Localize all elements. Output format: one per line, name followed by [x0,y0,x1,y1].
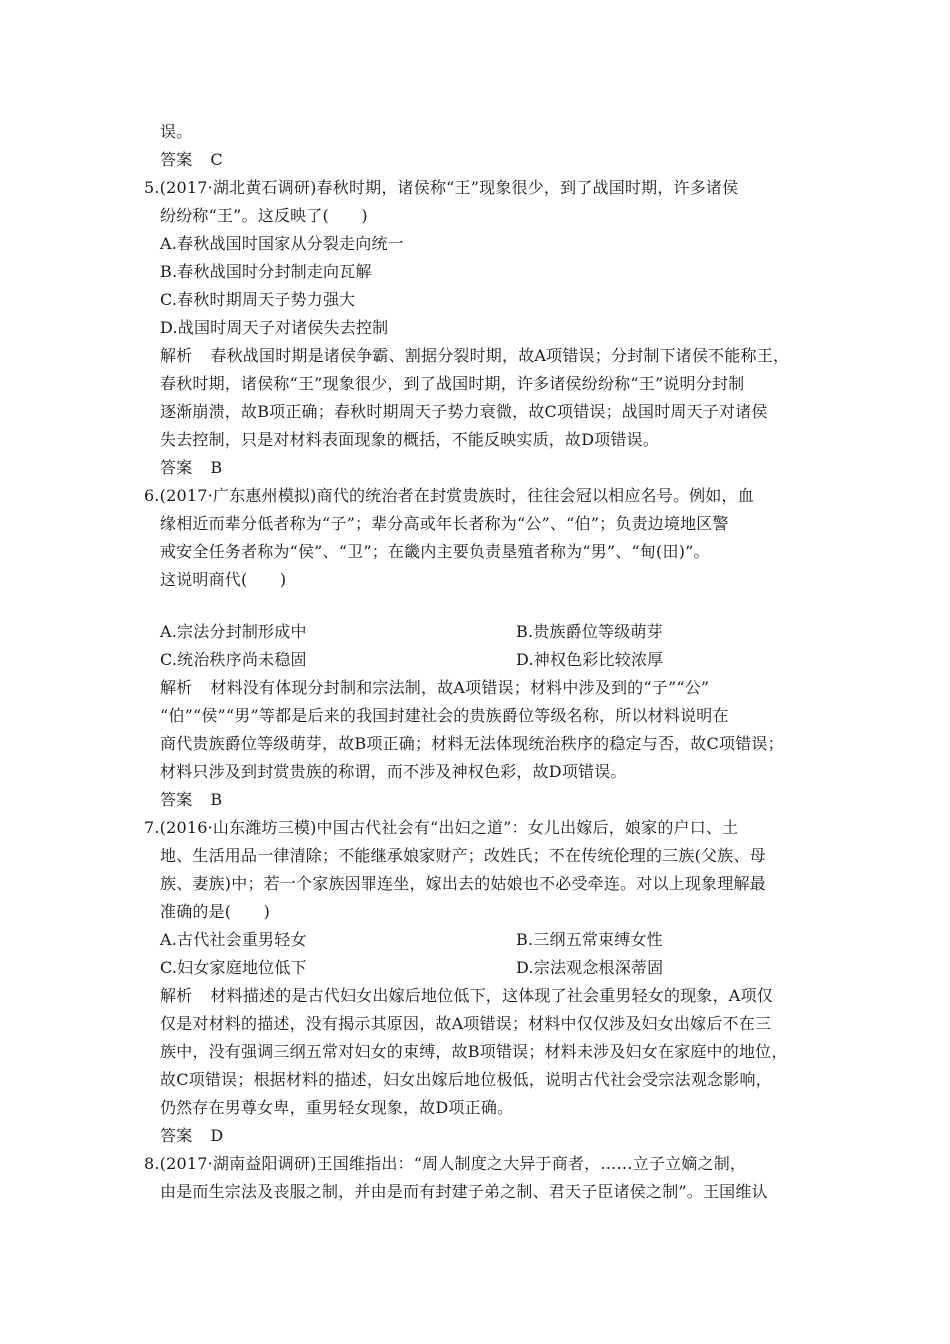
answer-label: 答案 [160,790,193,809]
q6-option-a: A.宗法分封制形成中 [160,622,307,641]
analysis-text: 春秋战国时期是诸侯争霸、割据分裂时期，故A项错误；分封制下诸侯不能称王， [210,346,790,365]
q7-option-a: A.古代社会重男轻女 [160,930,307,949]
q5-answer [160,458,222,478]
q6-answer [160,790,222,810]
answer-value: D [210,1126,224,1145]
q7-stem-line-2: 地、生活用品一律清除；不能继承娘家财产；改姓氏；不在传统伦理的三族(父族、母 [160,846,766,865]
analysis-text: 材料描述的是古代妇女出嫁后地位低下，这体现了社会重男轻女的现象，A项仅 [210,986,773,1005]
q5-analysis-line-3: 逐渐崩溃，故B项正确；春秋时期周天子势力衰微，故C项错误；战国时周天子对诸侯 [160,402,768,421]
q5-option-d: D.战国时周天子对诸侯失去控制 [160,318,389,337]
q6-option-c: C.统治秩序尚未稳固 [160,650,307,669]
q5-stem-line-1: 5.(2017·湖北黄石调研)春秋时期，诸侯称“王”现象很少，到了战国时期，许多诸侯 [144,178,739,197]
prev-answer [160,150,223,170]
analysis-label: 解析 [160,986,193,1005]
answer-label: 答案 [160,1126,193,1145]
q6-stem-line-3: 戒安全任务者称为“侯”、“卫”；在畿内主要负责垦殖者称为“男”、“甸(田)”。 [160,542,710,561]
q7-analysis-line-4: 故C项错误；根据材料的描述，妇女出嫁后地位极低，说明古代社会受宗法观念影响， [160,1070,772,1089]
answer-value: B [210,458,223,477]
answer-value: B [210,790,223,809]
q6-analysis-line-3: 商代贵族爵位等级萌芽，故B项正确；材料无法体现统治秩序的稳定与否，故C项错误； [160,734,784,753]
q5-analysis-line-1 [160,346,789,366]
q5-option-b: B.春秋战国时分封制走向瓦解 [160,262,372,281]
q6-stem-line-4: 这说明商代( ) [160,570,287,589]
q7-analysis-line-1 [160,986,773,1006]
answer-label: 答案 [160,150,193,169]
answer-value: C [210,150,223,169]
answer-label: 答案 [160,458,193,477]
q6-analysis-line-2: “伯”“侯”“男”等都是后来的我国封建社会的贵族爵位等级名称，所以材料说明在 [160,706,729,725]
q7-option-d: D.宗法观念根深蒂固 [516,958,664,977]
q7-option-c: C.妇女家庭地位低下 [160,958,307,977]
q6-stem-line-1: 6.(2017·广东惠州模拟)商代的统治者在封赏贵族时，往往会冠以相应名号。例如，血 [144,486,754,505]
q6-option-b: B.贵族爵位等级萌芽 [516,622,663,641]
q7-stem-line-1: 7.(2016·山东潍坊三模)中国古代社会有“出妇之道”：女儿出嫁后，娘家的户口、土 [144,818,739,837]
q7-answer [160,1126,223,1146]
prev-analysis-tail: 误。 [160,122,193,141]
q6-analysis-line-1 [160,678,709,698]
q6-stem-line-2: 缘相近而辈分低者称为“子”；辈分高或年长者称为“公”、“伯”；负责边境地区警 [160,514,729,533]
q7-stem-line-3: 族、妻族)中；若一个家族因罪连坐，嫁出去的姑娘也不必受牵连。对以上现象理解最 [160,874,766,893]
q6-analysis-line-4: 材料只涉及到封赏贵族的称谓，而不涉及神权色彩，故D项错误。 [160,762,627,781]
analysis-text: 材料没有体现分封制和宗法制，故A项错误；材料中涉及到的“子”“公” [210,678,710,697]
q7-stem-line-4: 准确的是( ) [160,902,271,921]
q5-option-c: C.春秋时期周天子势力强大 [160,290,356,309]
q7-analysis-line-5: 仍然存在男尊女卑，重男轻女现象，故D项正确。 [160,1098,514,1117]
analysis-label: 解析 [160,678,193,697]
q5-analysis-line-4: 失去控制，只是对材料表面现象的概括，不能反映实质，故D项错误。 [160,430,660,449]
q8-stem-line-2: 由是而生宗法及丧服之制，并由是而有封建子弟之制、君天子臣诸侯之制”。王国维认 [160,1182,768,1201]
q7-option-b: B.三纲五常束缚女性 [516,930,663,949]
q8-stem-line-1: 8.(2017·湖南益阳调研)王国维指出：“周人制度之大异于商者，……立子立嫡之制， [144,1154,747,1173]
q6-option-d: D.神权色彩比较浓厚 [516,650,664,669]
q7-analysis-line-3: 族中，没有强调三纲五常对妇女的束缚，故B项错误；材料未涉及妇女在家庭中的地位， [160,1042,788,1061]
q5-stem-line-2: 纷纷称“王”。这反映了( ) [160,206,368,225]
q5-option-a: A.春秋战国时国家从分裂走向统一 [160,234,404,253]
q5-analysis-line-2: 春秋时期，诸侯称“王”现象很少，到了战国时期，许多诸侯纷纷称“王”说明分封制 [160,374,745,393]
q7-analysis-line-2: 仅是对材料的描述，没有揭示其原因，故A项错误；材料中仅仅涉及妇女出嫁后不在三 [160,1014,772,1033]
analysis-label: 解析 [160,346,193,365]
